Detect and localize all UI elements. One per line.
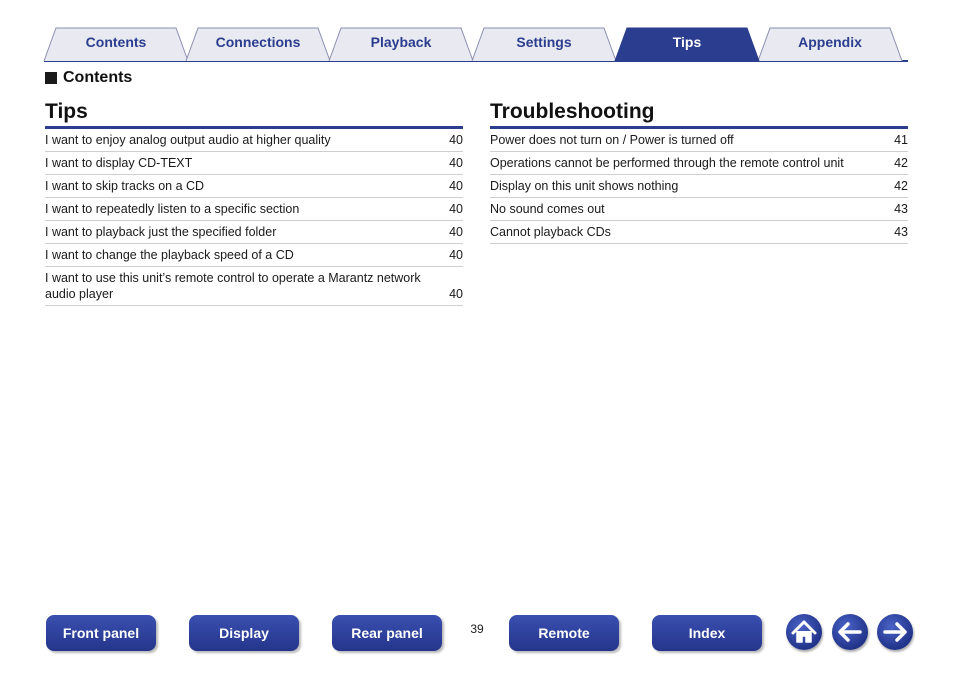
troubleshooting-title: Troubleshooting	[490, 98, 908, 129]
row-text: I want to skip tracks on a CD	[45, 179, 205, 193]
index-button[interactable]: Index	[652, 615, 762, 651]
row-page: 41	[894, 133, 908, 147]
row-text: Power does not turn on / Power is turned off	[490, 133, 734, 147]
tab-tips[interactable]: Tips	[672, 34, 702, 50]
row-text: Cannot playback CDs	[490, 225, 611, 239]
tab-connections[interactable]: Connections	[215, 34, 301, 50]
home-icon	[786, 614, 822, 650]
row-page: 40	[449, 202, 463, 216]
front-panel-button[interactable]: Front panel	[46, 615, 156, 651]
arrow-right-icon	[877, 614, 913, 650]
row-text: I want to change the playback speed of a CD	[45, 248, 294, 262]
tips-row[interactable]	[45, 198, 463, 221]
tips-row[interactable]	[45, 175, 463, 198]
tab-appendix[interactable]: Appendix	[798, 34, 862, 50]
row-page: 42	[894, 179, 908, 193]
tips-list	[45, 129, 463, 306]
section-heading-label: Contents	[63, 69, 133, 86]
row-text: I want to enjoy analog output audio at higher quality	[45, 133, 331, 147]
back-button[interactable]	[832, 614, 868, 650]
tips-title: Tips	[45, 98, 463, 129]
tips-section	[45, 98, 463, 306]
square-bullet-icon	[45, 72, 57, 84]
row-text: Operations cannot be performed through the remote control unit	[490, 156, 844, 170]
tab-playback[interactable]: Playback	[370, 34, 432, 50]
troubleshooting-row[interactable]	[490, 198, 908, 221]
tips-row[interactable]	[45, 267, 463, 306]
display-button[interactable]: Display	[189, 615, 299, 651]
row-text: I want to playback just the specified folder	[45, 225, 277, 239]
troubleshooting-row[interactable]	[490, 152, 908, 175]
row-text: Display on this unit shows nothing	[490, 179, 679, 193]
troubleshooting-row[interactable]	[490, 221, 908, 244]
arrow-left-icon	[832, 614, 868, 650]
row-page: 40	[449, 287, 463, 301]
forward-button[interactable]	[877, 614, 913, 650]
row-page: 43	[894, 202, 908, 216]
row-text: I want to display CD-TEXT	[45, 156, 193, 170]
row-page: 40	[449, 179, 463, 193]
tab-bar	[0, 0, 954, 64]
section-heading	[45, 68, 132, 88]
page-number: 39	[470, 622, 484, 636]
tips-row[interactable]	[45, 152, 463, 175]
tab-shapes	[0, 0, 954, 64]
remote-button[interactable]: Remote	[509, 615, 619, 651]
row-text: No sound comes out	[490, 202, 605, 216]
tips-row[interactable]	[45, 129, 463, 152]
rear-panel-button[interactable]: Rear panel	[332, 615, 442, 651]
troubleshooting-list	[490, 129, 908, 244]
row-page: 42	[894, 156, 908, 170]
home-button[interactable]	[786, 614, 822, 650]
row-page: 40	[449, 156, 463, 170]
troubleshooting-section	[490, 98, 908, 244]
row-text: I want to repeatedly listen to a specific section	[45, 202, 300, 216]
tab-settings[interactable]: Settings	[516, 34, 572, 50]
row-page: 43	[894, 225, 908, 239]
tips-row[interactable]	[45, 244, 463, 267]
tips-row[interactable]	[45, 221, 463, 244]
troubleshooting-row[interactable]	[490, 129, 908, 152]
row-page: 40	[449, 225, 463, 239]
row-text: I want to use this unit’s remote control to operate a Marantz network audio player	[45, 271, 421, 301]
row-page: 40	[449, 248, 463, 262]
troubleshooting-row[interactable]	[490, 175, 908, 198]
row-page: 40	[449, 133, 463, 147]
tab-contents[interactable]: Contents	[85, 34, 147, 50]
